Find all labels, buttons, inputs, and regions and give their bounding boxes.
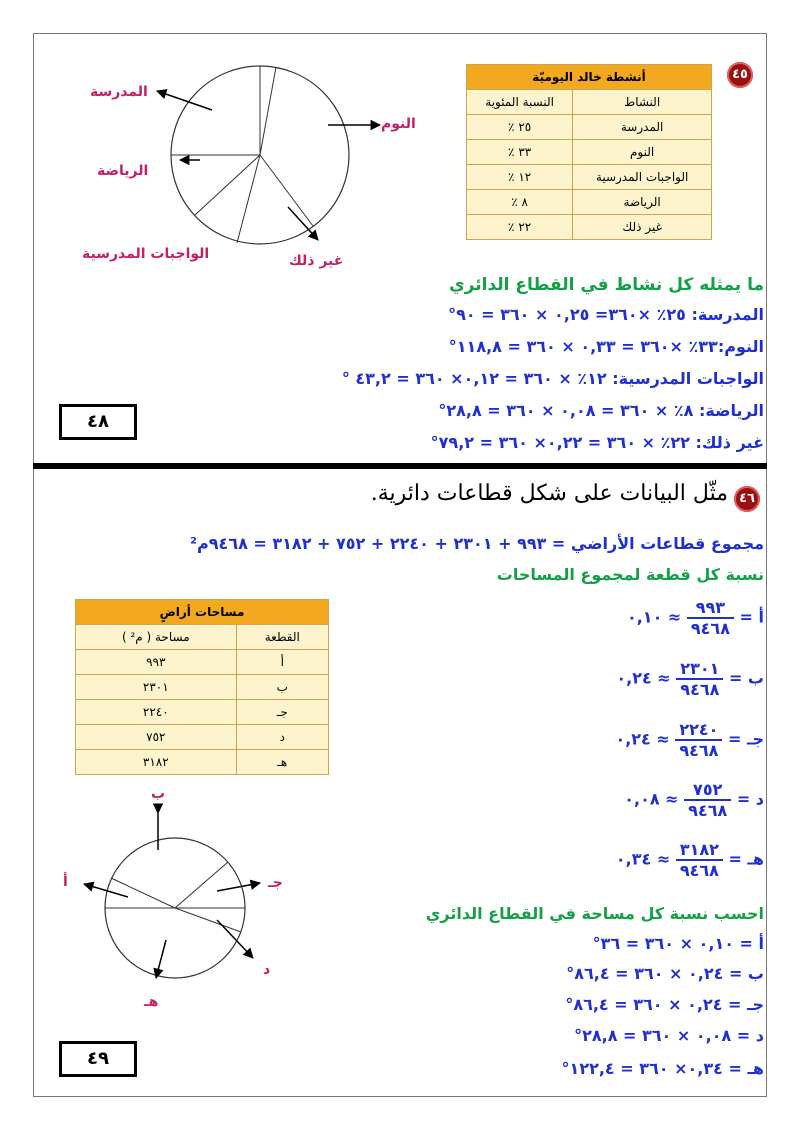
pie-label-sleep: النوم (381, 116, 416, 132)
angle-heading: احسب نسبة كل مساحة في القطاع الدائري (425, 904, 764, 923)
angle-line-d: د = ٠,٠٨ × ٣٦٠ = ٢٨,٨° (574, 1026, 764, 1045)
angle-line-a: أ = ٠,١٠ × ٣٦٠ = ٣٦° (592, 934, 764, 953)
pie-label-d: د (263, 962, 271, 978)
angle-line-b: ب = ٠,٢٤ × ٣٦٠ = ٨٦,٤° (566, 964, 764, 983)
pie-label-other: غير ذلك (289, 253, 344, 269)
table-row: د ٧٥٢ (76, 725, 329, 750)
fraction-line-e: هـ = $\frac{٣١٨٢}{٩٤٦٨}$ ≈ ٠,٣٤ (615, 840, 764, 880)
land-areas-pie-chart (60, 790, 320, 1020)
calc-line-homework: الواجبات المدرسية: ١٢٪ × ٣٦٠ = ٠,١٢× ٣٦٠ = ٤٣,٢ ° (341, 369, 764, 388)
table-row: أ ٩٩٣ (76, 650, 329, 675)
col-activity: النشاط (573, 90, 712, 115)
table-row: ب ٢٣٠١ (76, 675, 329, 700)
pie-label-sport: الرياضة (97, 163, 149, 179)
table-row: غير ذلك ٢٢ ٪ (467, 215, 712, 240)
fraction-line-d: د = $\frac{٧٥٢}{٩٤٦٨}$ ≈ ٠,٠٨ (624, 780, 764, 820)
table-row: الرياضة ٨ ٪ (467, 190, 712, 215)
fraction-line-b: ب = $\frac{٢٣٠١}{٩٤٦٨}$ ≈ ٠,٢٤ (616, 659, 764, 699)
col-percent: النسبة المئوية (467, 90, 573, 115)
table-row: الواجبات المدرسية ١٢ ٪ (467, 165, 712, 190)
total-area-line: مجموع قطاعات الأراضي = ٩٩٣ + ٢٣٠١ + ٢٢٤٠ + ٧٥٢ + ٣١٨٢ = ٩٤٦٨م² (190, 534, 764, 553)
exercise-badge-45: ٤٥ (727, 62, 753, 88)
pie-label-school: المدرسة (90, 84, 148, 100)
page-number-48: ٤٨ (59, 404, 137, 440)
ratio-heading: نسبة كل قطعة لمجموع المساحات (496, 565, 764, 584)
angle-line-e: هـ = ٠,٣٤× ٣٦٠ = ١٢٢,٤° (561, 1059, 764, 1078)
pie-label-b: ب (151, 786, 166, 802)
question-heading: ما يمثله كل نشاط في القطاع الدائري (449, 275, 764, 295)
exercise-badge-46: ٤٦ (734, 486, 760, 512)
table-row: جـ ٢٢٤٠ (76, 700, 329, 725)
table-row: النوم ٣٣ ٪ (467, 140, 712, 165)
col-area: مساحة ( م² ) (76, 625, 237, 650)
activities-table (466, 64, 712, 240)
pie-label-c: جـ (268, 875, 283, 891)
page-number-49: ٤٩ (59, 1041, 137, 1077)
table-row: هـ ٣١٨٢ (76, 750, 329, 775)
col-plot: القطعة (236, 625, 328, 650)
table-title: أنشطة خالد اليوميّة (467, 65, 712, 90)
table-title: مساحات أراضٍ (76, 600, 329, 625)
page-separator (33, 463, 767, 469)
fraction-line-c: جـ = $\frac{٢٢٤٠}{٩٤٦٨}$ ≈ ٠,٢٤ (615, 720, 764, 760)
pie-label-e: هـ (144, 994, 159, 1010)
exercise-title: مثّل البيانات على شكل قطاعات دائرية. (370, 481, 728, 506)
calc-line-sport: الرياضة: ٨٪ × ٣٦٠ = ٠,٠٨ × ٣٦٠ = ٢٨,٨° (438, 401, 764, 420)
calc-line-sleep: النوم:٣٣٪ ×٣٦٠ = ٠,٣٣ × ٣٦٠ = ١١٨,٨° (448, 337, 764, 356)
fraction-line-a: أ = $\frac{٩٩٣}{٩٤٦٨}$ ≈ ٠,١٠ (626, 598, 764, 638)
pie-label-a: أ (63, 874, 68, 890)
calc-line-other: غير ذلك: ٢٢٪ × ٣٦٠ = ٠,٢٢× ٣٦٠ = ٧٩,٢° (430, 433, 764, 452)
angle-line-c: جـ = ٠,٢٤ × ٣٦٠ = ٨٦,٤° (565, 995, 764, 1014)
land-areas-table (75, 599, 329, 775)
calc-line-school: المدرسة: ٢٥٪ ×٣٦٠= ٠,٢٥ × ٣٦٠ = ٩٠° (448, 305, 764, 324)
pie-label-homework: الواجبات المدرسية (82, 246, 210, 262)
table-row: المدرسة ٢٥ ٪ (467, 115, 712, 140)
